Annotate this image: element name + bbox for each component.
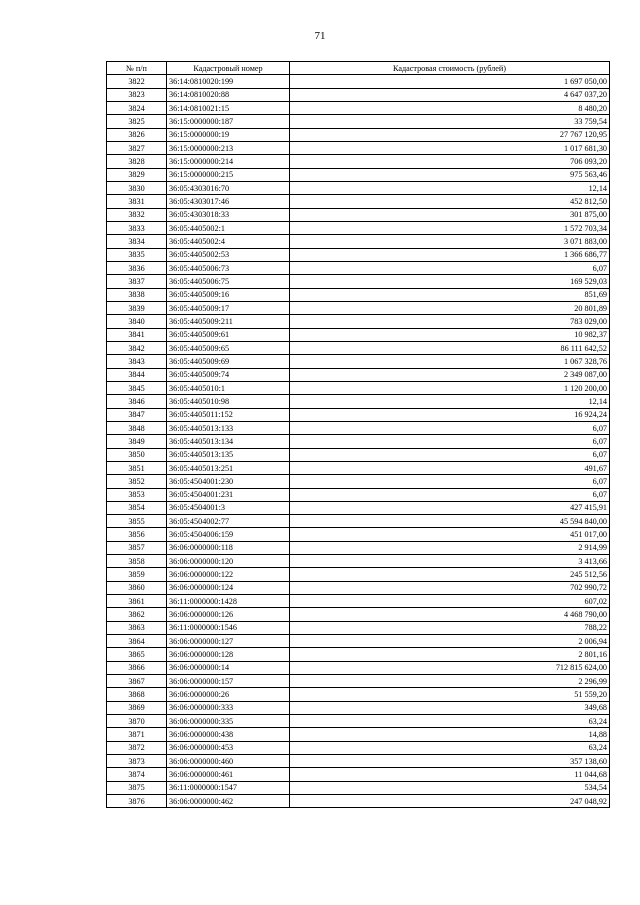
cadastral-number: 36:05:4405002:4: [167, 235, 290, 248]
header-index: № п/п: [107, 62, 167, 75]
cadastral-value: 788,22: [290, 621, 610, 634]
cadastral-number: 36:06:0000000:438: [167, 728, 290, 741]
cadastral-value: 2 006,94: [290, 635, 610, 648]
table-row: [107, 208, 610, 221]
table-row: [107, 448, 610, 461]
row-index: 3837: [107, 275, 167, 288]
row-index: 3840: [107, 315, 167, 328]
table-row: [107, 795, 610, 808]
row-index: 3864: [107, 635, 167, 648]
cadastral-value: 63,24: [290, 741, 610, 754]
table-row: [107, 475, 610, 488]
cadastral-value: 491,67: [290, 461, 610, 474]
cadastral-number: 36:05:4405009:211: [167, 315, 290, 328]
row-index: 3854: [107, 501, 167, 514]
cadastral-value: 63,24: [290, 715, 610, 728]
cadastral-value: 27 767 120,95: [290, 128, 610, 141]
table-row: [107, 421, 610, 434]
cadastral-number: 36:06:0000000:462: [167, 795, 290, 808]
row-index: 3876: [107, 795, 167, 808]
row-index: 3870: [107, 715, 167, 728]
cadastral-number: 36:14:0810020:199: [167, 75, 290, 88]
row-index: 3828: [107, 155, 167, 168]
cadastral-value: 51 559,20: [290, 688, 610, 701]
row-index: 3859: [107, 568, 167, 581]
cadastral-number: 36:05:4405011:152: [167, 408, 290, 421]
table-row: [107, 101, 610, 114]
cadastral-number: 36:06:0000000:122: [167, 568, 290, 581]
cadastral-number: 36:05:4405006:75: [167, 275, 290, 288]
cadastral-value: 12,14: [290, 181, 610, 194]
row-index: 3848: [107, 421, 167, 434]
cadastral-value: 1 017 681,30: [290, 141, 610, 154]
table-row: [107, 688, 610, 701]
row-index: 3872: [107, 741, 167, 754]
row-index: 3836: [107, 261, 167, 274]
cadastral-number: 36:15:0000000:213: [167, 141, 290, 154]
table-row: [107, 115, 610, 128]
cadastral-value: 975 563,46: [290, 168, 610, 181]
table-row: [107, 728, 610, 741]
cadastral-number: 36:05:4405002:1: [167, 221, 290, 234]
table-row: [107, 461, 610, 474]
table-row: [107, 488, 610, 501]
cadastral-value: 169 529,03: [290, 275, 610, 288]
cadastral-number: 36:14:0810020:88: [167, 88, 290, 101]
row-index: 3823: [107, 88, 167, 101]
cadastral-value: 1 120 200,00: [290, 381, 610, 394]
header-cadastral-value: Кадастровая стоимость (рублей): [290, 62, 610, 75]
cadastral-number: 36:05:4303016:70: [167, 181, 290, 194]
table-row: [107, 741, 610, 754]
table-row: [107, 528, 610, 541]
cadastral-value: 6,07: [290, 421, 610, 434]
cadastral-number: 36:05:4405009:61: [167, 328, 290, 341]
cadastral-number: 36:05:4405009:74: [167, 368, 290, 381]
cadastral-number: 36:06:0000000:460: [167, 755, 290, 768]
row-index: 3843: [107, 355, 167, 368]
cadastral-number: 36:05:4405009:17: [167, 301, 290, 314]
table-row: [107, 635, 610, 648]
cadastral-number: 36:05:4405013:134: [167, 435, 290, 448]
table-row: [107, 341, 610, 354]
table-row: [107, 715, 610, 728]
row-index: 3826: [107, 128, 167, 141]
cadastral-number: 36:06:0000000:26: [167, 688, 290, 701]
table-row: [107, 261, 610, 274]
cadastral-value: 1 572 703,34: [290, 221, 610, 234]
table-row: [107, 701, 610, 714]
row-index: 3829: [107, 168, 167, 181]
table-row: [107, 248, 610, 261]
row-index: 3875: [107, 781, 167, 794]
row-index: 3866: [107, 661, 167, 674]
cadastral-number: 36:06:0000000:333: [167, 701, 290, 714]
row-index: 3844: [107, 368, 167, 381]
row-index: 3850: [107, 448, 167, 461]
cadastral-value: 45 594 840,00: [290, 515, 610, 528]
row-index: 3841: [107, 328, 167, 341]
table-row: [107, 355, 610, 368]
cadastral-value: 6,07: [290, 448, 610, 461]
cadastral-number: 36:05:4405006:73: [167, 261, 290, 274]
row-index: 3824: [107, 101, 167, 114]
row-index: 3865: [107, 648, 167, 661]
row-index: 3856: [107, 528, 167, 541]
cadastral-value: 16 924,24: [290, 408, 610, 421]
cadastral-number: 36:06:0000000:127: [167, 635, 290, 648]
table-header-row: [107, 62, 610, 75]
cadastral-value: 2 296,99: [290, 675, 610, 688]
row-index: 3834: [107, 235, 167, 248]
table-row: [107, 435, 610, 448]
cadastral-number: 36:05:4405010:98: [167, 395, 290, 408]
cadastral-value: 2 801,16: [290, 648, 610, 661]
table-row: [107, 181, 610, 194]
cadastral-value: 6,07: [290, 475, 610, 488]
header-cadastral-number: Кадастровый номер: [167, 62, 290, 75]
cadastral-number: 36:15:0000000:215: [167, 168, 290, 181]
cadastral-number: 36:05:4405013:135: [167, 448, 290, 461]
cadastral-value: 451 017,00: [290, 528, 610, 541]
cadastral-number: 36:06:0000000:126: [167, 608, 290, 621]
cadastral-value: 10 982,37: [290, 328, 610, 341]
cadastral-value: 349,68: [290, 701, 610, 714]
cadastral-value: 712 815 624,00: [290, 661, 610, 674]
cadastral-number: 36:15:0000000:187: [167, 115, 290, 128]
table-row: [107, 235, 610, 248]
cadastral-number: 36:06:0000000:335: [167, 715, 290, 728]
table-row: [107, 581, 610, 594]
cadastral-number: 36:05:4504002:77: [167, 515, 290, 528]
row-index: 3846: [107, 395, 167, 408]
row-index: 3833: [107, 221, 167, 234]
table-row: [107, 541, 610, 554]
cadastral-number: 36:05:4405009:16: [167, 288, 290, 301]
row-index: 3874: [107, 768, 167, 781]
cadastral-value: 851,69: [290, 288, 610, 301]
cadastral-value: 33 759,54: [290, 115, 610, 128]
row-index: 3839: [107, 301, 167, 314]
cadastral-value: 702 990,72: [290, 581, 610, 594]
row-index: 3851: [107, 461, 167, 474]
row-index: 3860: [107, 581, 167, 594]
table-row: [107, 221, 610, 234]
cadastral-number: 36:11:0000000:1428: [167, 595, 290, 608]
row-index: 3849: [107, 435, 167, 448]
cadastral-value: 452 812,50: [290, 195, 610, 208]
row-index: 3862: [107, 608, 167, 621]
table-row: [107, 141, 610, 154]
table-row: [107, 515, 610, 528]
table-row: [107, 288, 610, 301]
cadastral-value: 357 138,60: [290, 755, 610, 768]
cadastral-number: 36:06:0000000:461: [167, 768, 290, 781]
table-row: [107, 395, 610, 408]
table-row: [107, 595, 610, 608]
cadastral-number: 36:15:0000000:19: [167, 128, 290, 141]
cadastral-value: 706 093,20: [290, 155, 610, 168]
row-index: 3845: [107, 381, 167, 394]
cadastral-value: 1 697 050,00: [290, 75, 610, 88]
table-row: [107, 408, 610, 421]
row-index: 3852: [107, 475, 167, 488]
row-index: 3838: [107, 288, 167, 301]
cadastral-value: 3 071 883,00: [290, 235, 610, 248]
row-index: 3822: [107, 75, 167, 88]
cadastral-value: 1 366 686,77: [290, 248, 610, 261]
row-index: 3871: [107, 728, 167, 741]
table-row: [107, 368, 610, 381]
row-index: 3857: [107, 541, 167, 554]
row-index: 3831: [107, 195, 167, 208]
table-row: [107, 755, 610, 768]
cadastral-value: 6,07: [290, 435, 610, 448]
cadastral-value: 3 413,66: [290, 555, 610, 568]
cadastral-number: 36:11:0000000:1547: [167, 781, 290, 794]
cadastral-number: 36:05:4504001:231: [167, 488, 290, 501]
row-index: 3868: [107, 688, 167, 701]
row-index: 3869: [107, 701, 167, 714]
cadastral-number: 36:05:4405010:1: [167, 381, 290, 394]
cadastral-number: 36:06:0000000:453: [167, 741, 290, 754]
cadastral-value: 245 512,56: [290, 568, 610, 581]
cadastral-number: 36:06:0000000:118: [167, 541, 290, 554]
table-row: [107, 675, 610, 688]
table-row: [107, 781, 610, 794]
row-index: 3827: [107, 141, 167, 154]
table-row: [107, 648, 610, 661]
cadastral-number: 36:15:0000000:214: [167, 155, 290, 168]
table-row: [107, 155, 610, 168]
table-row: [107, 768, 610, 781]
row-index: 3830: [107, 181, 167, 194]
cadastral-table: [106, 61, 610, 808]
table-row: [107, 381, 610, 394]
table-row: [107, 275, 610, 288]
table-row: [107, 301, 610, 314]
row-index: 3867: [107, 675, 167, 688]
table-row: [107, 75, 610, 88]
page-number: 71: [314, 30, 326, 42]
cadastral-value: 20 801,89: [290, 301, 610, 314]
cadastral-number: 36:14:0810021:15: [167, 101, 290, 114]
cadastral-value: 2 914,99: [290, 541, 610, 554]
table-row: [107, 168, 610, 181]
row-index: 3863: [107, 621, 167, 634]
cadastral-value: 8 480,20: [290, 101, 610, 114]
cadastral-value: 2 349 087,00: [290, 368, 610, 381]
cadastral-number: 36:06:0000000:128: [167, 648, 290, 661]
row-index: 3825: [107, 115, 167, 128]
cadastral-value: 6,07: [290, 488, 610, 501]
cadastral-value: 4 468 790,00: [290, 608, 610, 621]
row-index: 3855: [107, 515, 167, 528]
cadastral-number: 36:05:4405002:53: [167, 248, 290, 261]
row-index: 3853: [107, 488, 167, 501]
cadastral-number: 36:05:4303017:46: [167, 195, 290, 208]
cadastral-number: 36:06:0000000:124: [167, 581, 290, 594]
table-row: [107, 568, 610, 581]
table-row: [107, 195, 610, 208]
cadastral-value: 12,14: [290, 395, 610, 408]
cadastral-value: 783 029,00: [290, 315, 610, 328]
cadastral-value: 301 875,00: [290, 208, 610, 221]
row-index: 3858: [107, 555, 167, 568]
table-row: [107, 128, 610, 141]
table-row: [107, 661, 610, 674]
row-index: 3842: [107, 341, 167, 354]
table-row: [107, 328, 610, 341]
cadastral-number: 36:11:0000000:1546: [167, 621, 290, 634]
table-row: [107, 555, 610, 568]
cadastral-value: 1 067 328,76: [290, 355, 610, 368]
cadastral-number: 36:05:4405009:65: [167, 341, 290, 354]
cadastral-number: 36:05:4504001:3: [167, 501, 290, 514]
cadastral-number: 36:06:0000000:157: [167, 675, 290, 688]
cadastral-value: 4 647 037,20: [290, 88, 610, 101]
cadastral-value: 86 111 642,52: [290, 341, 610, 354]
cadastral-value: 534,54: [290, 781, 610, 794]
cadastral-value: 427 415,91: [290, 501, 610, 514]
cadastral-number: 36:05:4504001:230: [167, 475, 290, 488]
cadastral-number: 36:06:0000000:120: [167, 555, 290, 568]
row-index: 3835: [107, 248, 167, 261]
table-body: [107, 75, 610, 808]
cadastral-value: 6,07: [290, 261, 610, 274]
table-row: [107, 501, 610, 514]
cadastral-number: 36:05:4504006:159: [167, 528, 290, 541]
cadastral-number: 36:05:4405009:69: [167, 355, 290, 368]
cadastral-number: 36:05:4303018:33: [167, 208, 290, 221]
table-row: [107, 621, 610, 634]
table-row: [107, 88, 610, 101]
cadastral-value: 14,88: [290, 728, 610, 741]
table-row: [107, 608, 610, 621]
row-index: 3861: [107, 595, 167, 608]
row-index: 3832: [107, 208, 167, 221]
cadastral-number: 36:06:0000000:14: [167, 661, 290, 674]
cadastral-value: 247 048,92: [290, 795, 610, 808]
cadastral-number: 36:05:4405013:251: [167, 461, 290, 474]
row-index: 3847: [107, 408, 167, 421]
table-row: [107, 315, 610, 328]
row-index: 3873: [107, 755, 167, 768]
cadastral-value: 11 044,68: [290, 768, 610, 781]
cadastral-number: 36:05:4405013:133: [167, 421, 290, 434]
cadastral-value: 607,02: [290, 595, 610, 608]
